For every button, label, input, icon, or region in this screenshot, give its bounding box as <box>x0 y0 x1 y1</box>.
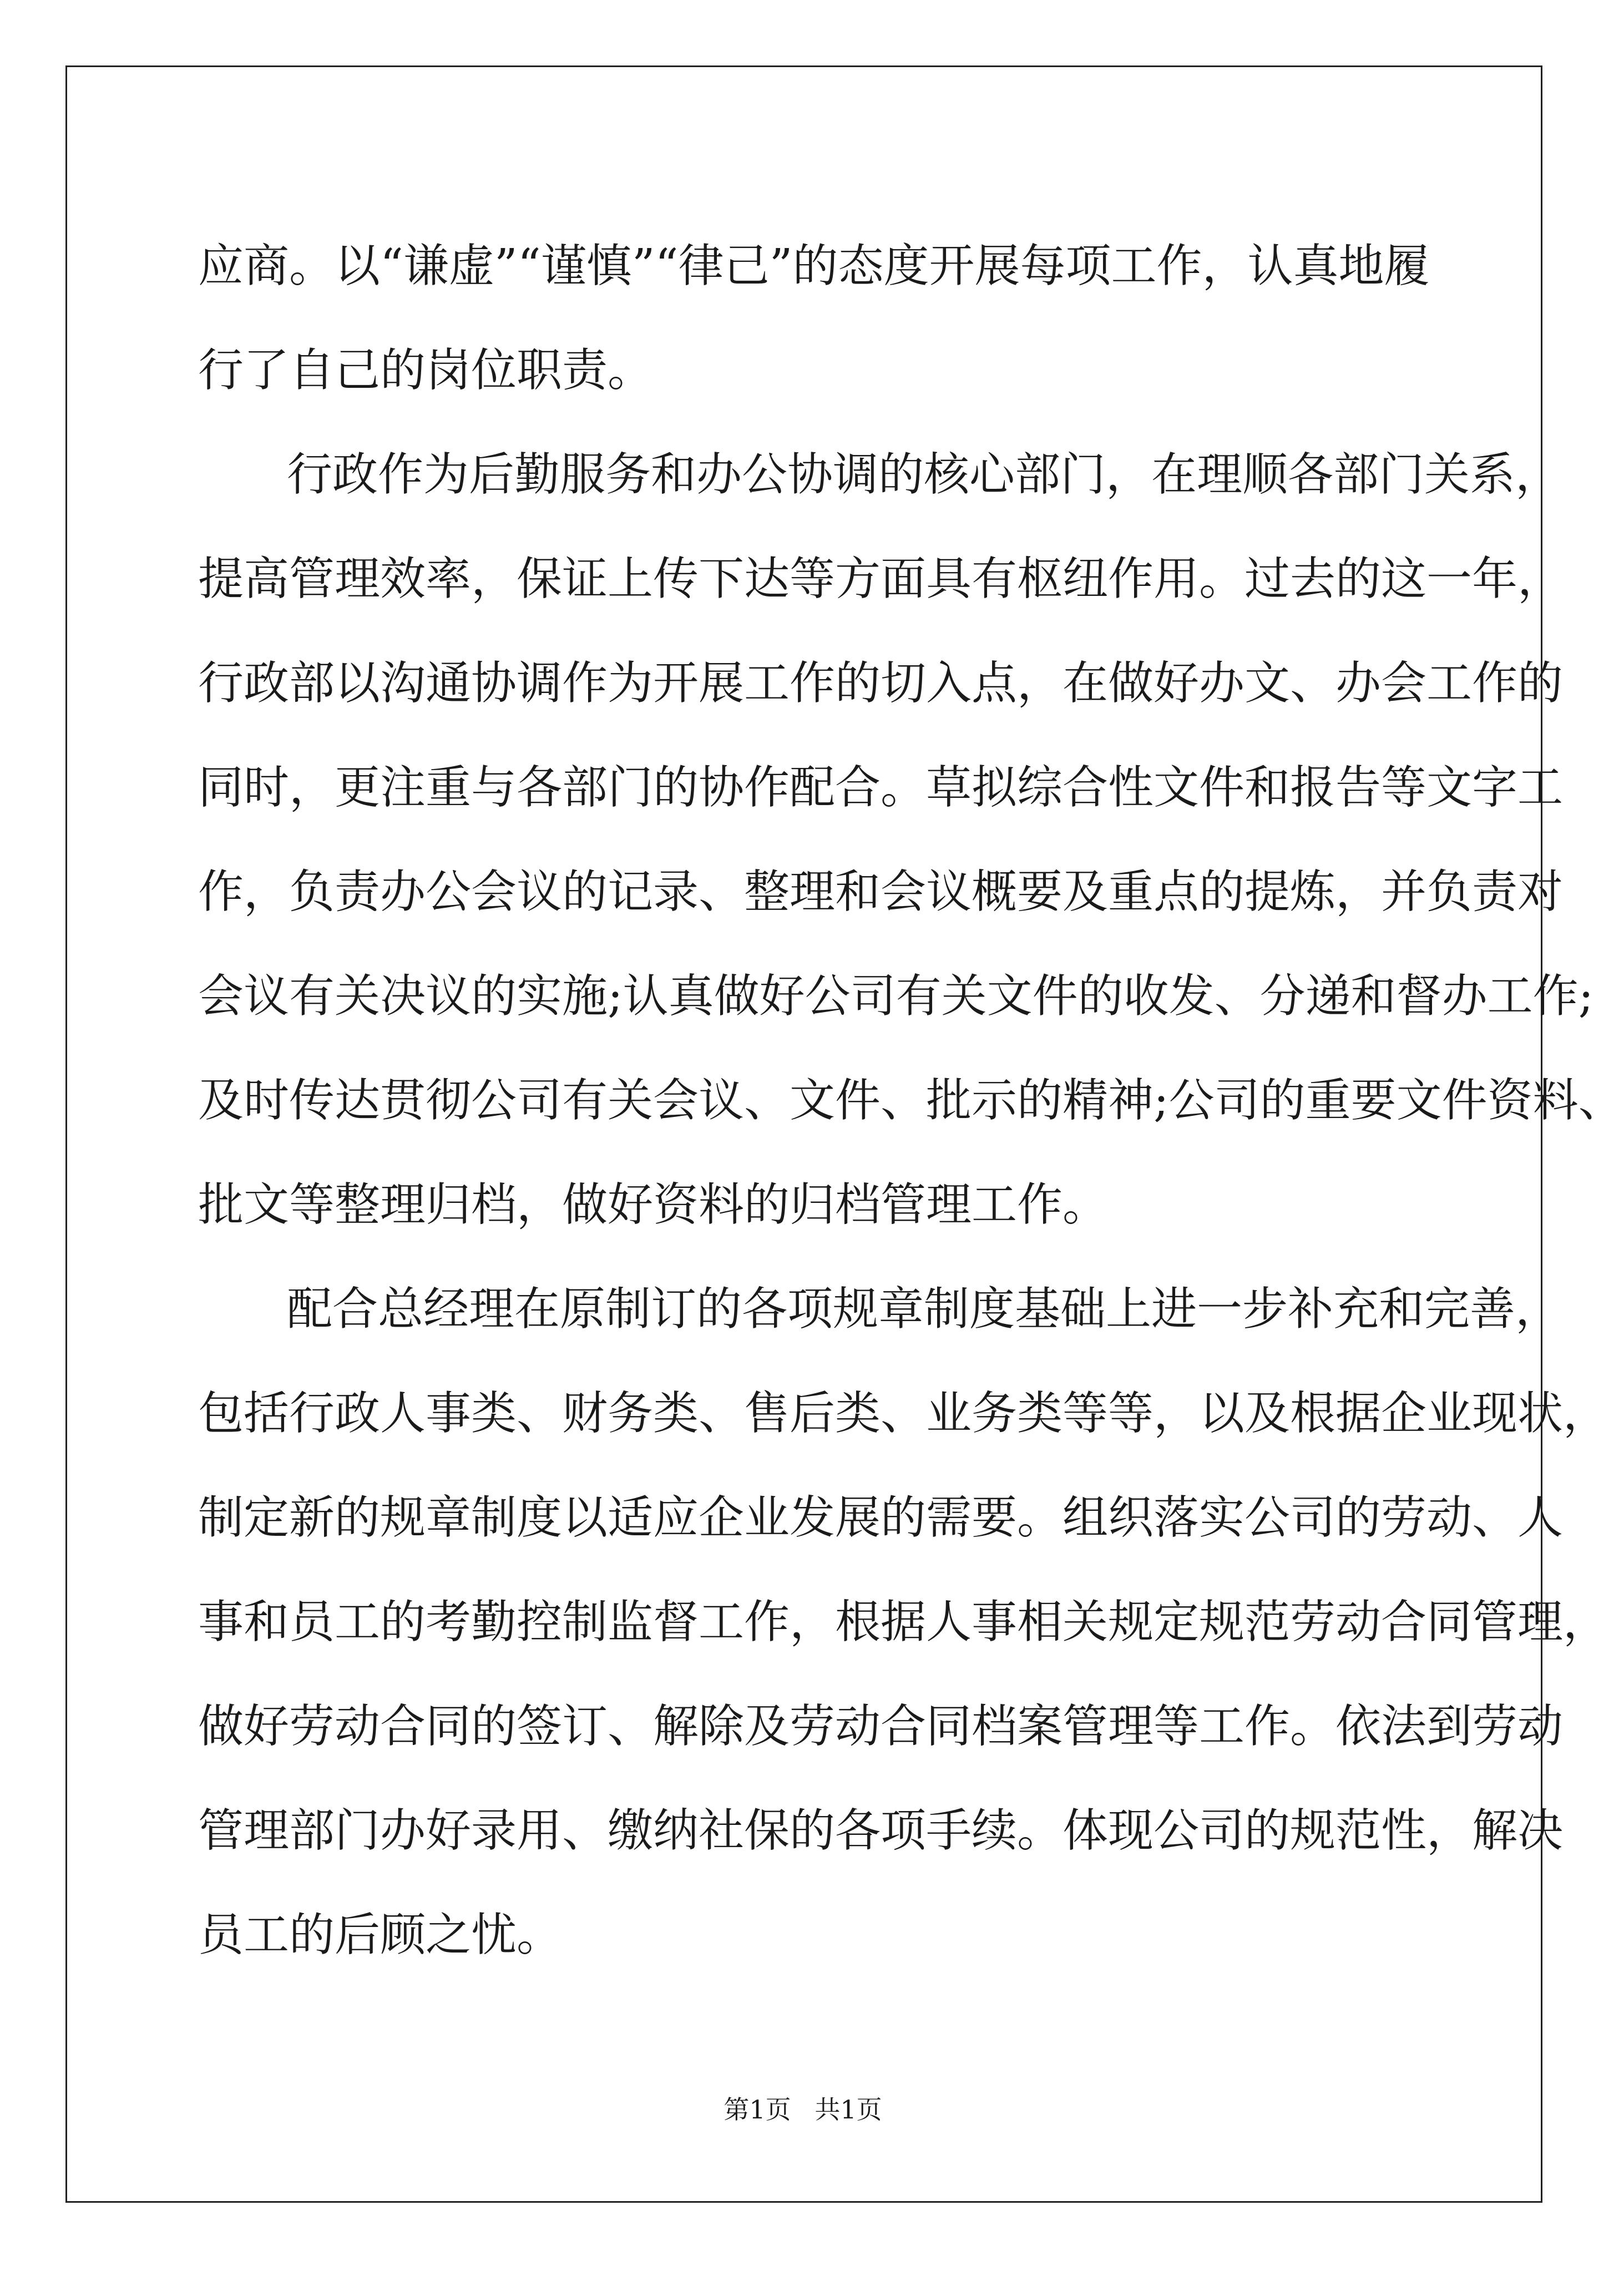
text-line: 行政部以沟通协调作为开展工作的切入点，在做好办文、办会工作的 <box>198 657 1564 710</box>
document-body <box>198 214 1624 1987</box>
text-line: 包括行政人事类、财务类、售后类、业务类等等，以及根据企业现状， <box>198 1387 1609 1440</box>
text-line: 做好劳动合同的签订、解除及劳动合同档案管理等工作。依法到劳动 <box>198 1700 1564 1753</box>
text-line: 行了自己的岗位职责。 <box>198 344 654 397</box>
text-line: 作，负责办公会议的记录、整理和会议概要及重点的提炼，并负责对 <box>198 866 1564 918</box>
text-line: 事和员工的考勤控制监督工作，根据人事相关规定规范劳动合同管理， <box>198 1596 1609 1648</box>
text-line: 配合总经理在原制订的各项规章制度基础上进一步补充和完善， <box>287 1283 1561 1336</box>
text-line: 同时，更注重与各部门的协作配合。草拟综合性文件和报告等文字工 <box>198 761 1564 814</box>
text-line: 行政作为后勤服务和办公协调的核心部门，在理顺各部门关系， <box>287 448 1561 501</box>
page-number: 第1页 <box>724 2095 791 2125</box>
text-line: 制定新的规章制度以适应企业发展的需要。组织落实公司的劳动、人 <box>198 1491 1564 1544</box>
text-line: 管理部门办好录用、缴纳社保的各项手续。体现公司的规范性，解决 <box>198 1804 1564 1857</box>
text-line: 应商。以“谦虚”“谨慎”“律己”的态度开展每项工作，认真地履 <box>198 240 1430 292</box>
text-line: 会议有关决议的实施;认真做好公司有关文件的收发、分递和督办工作; <box>198 970 1594 1023</box>
text-line: 及时传达贯彻公司有关会议、文件、批示的精神;公司的重要文件资料、 <box>198 1074 1624 1127</box>
text-line: 提高管理效率，保证上传下达等方面具有枢纽作用。过去的这一年， <box>198 553 1564 605</box>
page-total: 共1页 <box>814 2095 882 2125</box>
text-line: 员工的后顾之忧。 <box>198 1909 563 1961</box>
page-footer <box>0 2093 1606 2126</box>
text-line: 批文等整理归档，做好资料的归档管理工作。 <box>198 1179 1109 1231</box>
